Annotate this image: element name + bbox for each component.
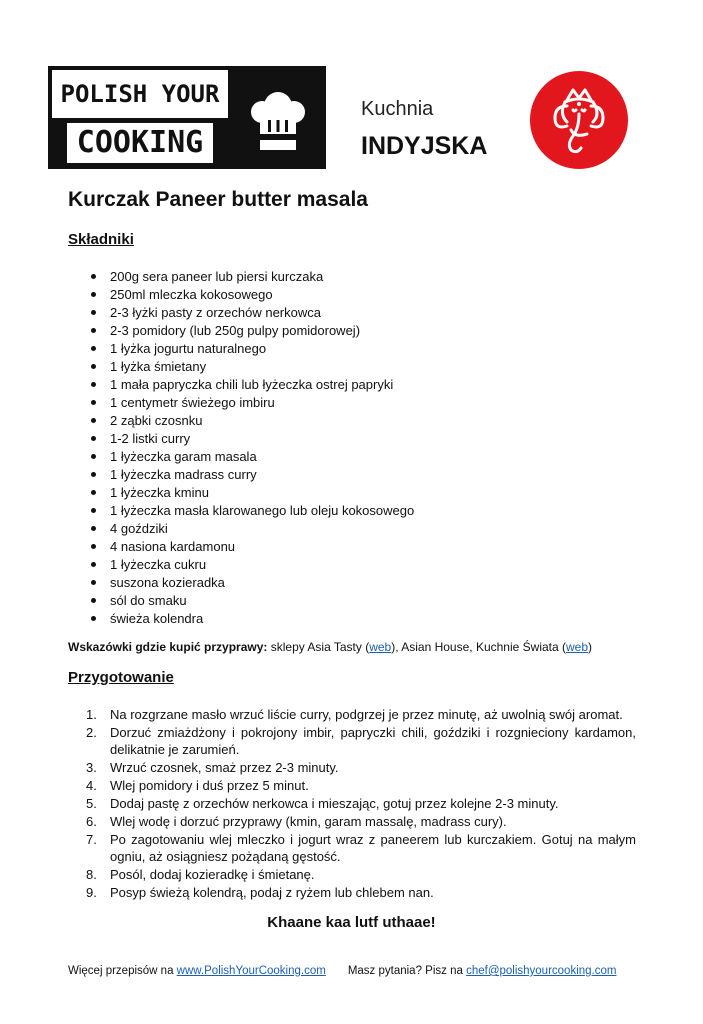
ingredient-item: świeża kolendra bbox=[68, 610, 414, 628]
step-number: 9. bbox=[86, 885, 97, 900]
ingredient-item: 1 łyżeczka kminu bbox=[68, 484, 414, 502]
ingredient-item: 1 łyżka jogurtu naturalnego bbox=[68, 340, 414, 358]
step-item bbox=[68, 866, 636, 883]
ingredient-item: 1 łyżeczka cukru bbox=[68, 556, 414, 574]
step-text: Posól, dodaj kozieradkę i śmietanę. bbox=[110, 867, 315, 882]
step-number: 3. bbox=[86, 760, 97, 775]
step-number: 1. bbox=[86, 707, 97, 722]
closing-phrase: Khaane kaa lutf uthaae! bbox=[267, 914, 436, 931]
step-item bbox=[68, 795, 636, 812]
footer-more-text: Więcej przepisów na bbox=[68, 965, 177, 977]
ingredient-item: 2 ząbki czosnku bbox=[68, 412, 414, 430]
preparation-heading: Przygotowanie bbox=[68, 669, 174, 686]
ingredient-item: 1 centymetr świeżego imbiru bbox=[68, 394, 414, 412]
step-item bbox=[68, 724, 636, 758]
step-text: Wrzuć czosnek, smaż przez 2-3 minuty. bbox=[110, 760, 339, 775]
website-link[interactable]: www.PolishYourCooking.com bbox=[176, 965, 326, 977]
ingredient-item: 4 goździki bbox=[68, 520, 414, 538]
shopping-tips bbox=[68, 640, 592, 654]
recipe-title: Kurczak Paneer butter masala bbox=[68, 188, 368, 211]
tips-label: Wskazówki gdzie kupić przyprawy: bbox=[68, 640, 268, 654]
ingredients-heading: Składniki bbox=[68, 231, 134, 248]
ingredient-item: 200g sera paneer lub piersi kurczaka bbox=[68, 268, 414, 286]
step-number: 4. bbox=[86, 778, 97, 793]
footer bbox=[68, 965, 616, 977]
ganesha-icon bbox=[529, 70, 629, 170]
step-number: 5. bbox=[86, 796, 97, 811]
step-text: Posyp świeżą kolendrą, podaj z ryżem lub chlebem nan. bbox=[110, 885, 434, 900]
ingredient-item: 4 nasiona kardamonu bbox=[68, 538, 414, 556]
ingredient-item: 1 łyżeczka madrass curry bbox=[68, 466, 414, 484]
step-item bbox=[68, 831, 636, 865]
footer-questions-text: Masz pytania? Pisz na bbox=[347, 965, 467, 977]
logo-line1: POLISH YOUR bbox=[52, 70, 228, 118]
ingredient-item: 2-3 łyżki pasty z orzechów nerkowca bbox=[68, 304, 414, 322]
cuisine-label: Kuchnia bbox=[361, 98, 434, 120]
ingredients-list bbox=[68, 268, 414, 628]
logo-line2-wrap bbox=[52, 121, 228, 165]
ingredient-item: 1 łyżeczka garam masala bbox=[68, 448, 414, 466]
chef-hat-icon bbox=[238, 78, 318, 158]
step-text: Wlej pomidory i duś przez 5 minut. bbox=[110, 778, 309, 793]
brand-logo bbox=[48, 66, 326, 169]
step-text: Dodaj pastę z orzechów nerkowca i mieszając, gotuj przez kolejne 2-3 minuty. bbox=[110, 796, 559, 811]
tips-text-2: ), Asian House, Kuchnie Świata ( bbox=[391, 640, 566, 654]
step-item bbox=[68, 884, 636, 901]
step-text: Po zagotowaniu wlej mleczko i jogurt wraz z paneerem lub kurczakiem. Gotuj na małym ogniu, aż osiągniesz pożądaną gęstość. bbox=[110, 832, 636, 864]
tips-text-3: ) bbox=[588, 640, 593, 654]
asia-tasty-web-link[interactable]: web bbox=[369, 640, 392, 654]
cuisine-name: INDYJSKA bbox=[361, 132, 488, 160]
ingredient-item: 2-3 pomidory (lub 250g pulpy pomidorowej) bbox=[68, 322, 414, 340]
step-item bbox=[68, 706, 636, 723]
step-item bbox=[68, 813, 636, 830]
logo-line2: COOKING bbox=[67, 123, 213, 163]
step-text: Wlej wodę i dorzuć przyprawy (kmin, garam massalę, madrass cury). bbox=[110, 814, 507, 829]
ingredient-item: 250ml mleczka kokosowego bbox=[68, 286, 414, 304]
step-text: Dorzuć zmiażdżony i pokrojony imbir, papryczki chili, goździki i rozgnieciony kardamon, delikatnie je zarumień. bbox=[110, 725, 636, 757]
ingredient-item: sól do smaku bbox=[68, 592, 414, 610]
kuchnie-swiata-web-link[interactable]: web bbox=[566, 640, 589, 654]
step-item bbox=[68, 759, 636, 776]
step-item bbox=[68, 777, 636, 794]
ingredient-item: 1 łyżeczka masła klarowanego lub oleju kokosowego bbox=[68, 502, 414, 520]
step-number: 8. bbox=[86, 867, 97, 882]
ingredient-item: suszona kozieradka bbox=[68, 574, 414, 592]
ingredient-item: 1-2 listki curry bbox=[68, 430, 414, 448]
step-number: 7. bbox=[86, 832, 97, 847]
tips-text-1: sklepy Asia Tasty ( bbox=[267, 640, 370, 654]
email-link[interactable]: chef@polishyourcooking.com bbox=[466, 965, 617, 977]
step-text: Na rozgrzane masło wrzuć liście curry, podgrzej je przez minutę, aż uwolnią swój aromat. bbox=[110, 707, 623, 722]
step-number: 6. bbox=[86, 814, 97, 829]
ingredient-item: 1 mała papryczka chili lub łyżeczka ostrej papryki bbox=[68, 376, 414, 394]
step-number: 2. bbox=[86, 725, 97, 740]
ingredient-item: 1 łyżka śmietany bbox=[68, 358, 414, 376]
preparation-steps bbox=[68, 706, 636, 902]
